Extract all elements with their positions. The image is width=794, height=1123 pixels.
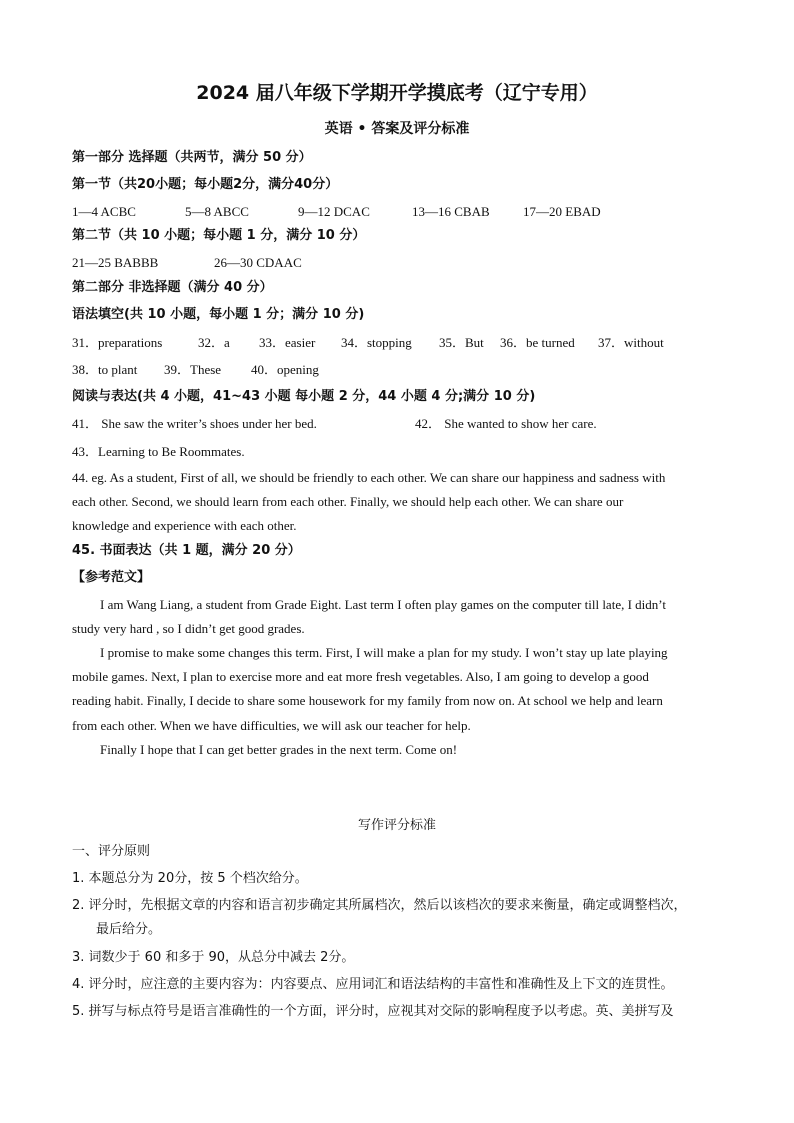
answer-42: 42． She wanted to show her care. [415,416,597,431]
essay-line: I promise to make some changes this term. First, I will make a plan for my study. I won’t stay up late playing [100,645,668,660]
sample-essay-label: 【参考范文】 [72,570,151,585]
answer-44-line: each other. Second, we should learn from each other. Finally, we should help each other. We can share our [72,494,624,509]
grammar-answer: 31．preparations [72,335,163,350]
grammar-answer: 34．stopping [341,335,412,350]
essay-line: study very hard , so I didn’t get good grades. [72,621,305,636]
answer-group: 21—25 BABBB [72,255,159,270]
essay-line: from each other. When we have difficulties, we will ask our teacher for help. [72,718,471,733]
criteria-item-continued: 最后给分。 [96,922,162,937]
grammar-answer: 38．to plant [72,362,138,377]
grammar-answer: 33．easier [259,335,316,350]
criteria-item: 3. 词数少于 60 和多于 90，从总分中减去 2分。 [72,950,355,965]
grammar-heading: 语法填空(共 10 小题，每小题 1 分；满分 10 分) [72,307,365,322]
essay-line: I am Wang Liang, a student from Grade Eight. Last term I often play games on the computer till late, I didn’t [100,597,666,612]
criteria-item: 2. 评分时，先根据文章的内容和语言初步确定其所属档次，然后以该档次的要求来衡量，确定或调整档次， [72,898,687,913]
grammar-answers-row1 [72,334,664,351]
page-title: 2024 届八年级下学期开学摸底考（辽宁专用） [196,82,598,104]
answer-group: 13—16 CBAB [412,204,490,219]
grammar-answer: 35．But [439,335,484,350]
essay-line: mobile games. Next, I plan to exercise more and eat more fresh vegetables. Also, I am going to develop a good [72,669,649,684]
writing-heading: 45. 书面表达（共 1 题，满分 20 分） [72,543,301,558]
reading-answers-41-42 [72,415,597,432]
answer-group: 9—12 DCAC [298,204,370,219]
answer-group: 26—30 CDAAC [214,255,302,270]
answer-group: 5—8 ABCC [185,204,249,219]
answer-44-line: knowledge and experience with each other. [72,518,297,533]
grammar-answer: 37．without [598,335,664,350]
answer-group: 1—4 ACBC [72,204,136,219]
answer-41: 41． She saw the writer’s shoes under her bed. [72,416,317,431]
grammar-answer: 40．opening [251,362,319,377]
criteria-item: 4. 评分时，应注意的主要内容为：内容要点、应用词汇和语法结构的丰富性和准确性及上下文的连贯性。 [72,977,674,992]
section1-heading: 第一节（共20小题；每小题2分，满分40分） [72,177,339,192]
page-subtitle: 英语 • 答案及评分标准 [324,121,470,137]
criteria-principle-heading: 一、评分原则 [72,844,151,859]
criteria-item: 1. 本题总分为 20分，按 5 个档次给分。 [72,871,308,886]
reading-heading: 阅读与表达(共 4 小题，41~43 小题 每小题 2 分，44 小题 4 分;满分 10 分) [72,389,536,404]
part2-heading: 第二部分 非选择题（满分 40 分） [72,280,273,295]
answer-group: 17—20 EBAD [523,204,601,219]
criteria-item: 5. 拼写与标点符号是语言准确性的一个方面，评分时，应视其对交际的影响程度予以考虑。英、美拼写及 [72,1004,674,1019]
part1-heading: 第一部分 选择题（共两节，满分 50 分） [72,150,312,165]
grammar-answer: 39．These [164,362,222,377]
essay-line: reading habit. Finally, I decide to share some housework for my family from now on. At school we help and learn [72,693,663,708]
grammar-answers-row2 [72,361,319,378]
answer-44-line: 44. eg. As a student, First of all, we should be friendly to each other. We can share our happiness and sadness with [72,470,666,485]
grammar-answer: 36．be turned [500,335,575,350]
section1-answers [72,203,601,220]
grammar-answer: 32．a [198,335,230,350]
essay-line: Finally I hope that I can get better grades in the next term. Come on! [100,742,458,757]
criteria-title: 写作评分标准 [357,818,436,833]
answer-43: 43．Learning to Be Roommates. [72,444,245,459]
section2-answers [72,254,302,271]
section2-heading: 第二节（共 10 小题；每小题 1 分，满分 10 分） [72,228,366,243]
